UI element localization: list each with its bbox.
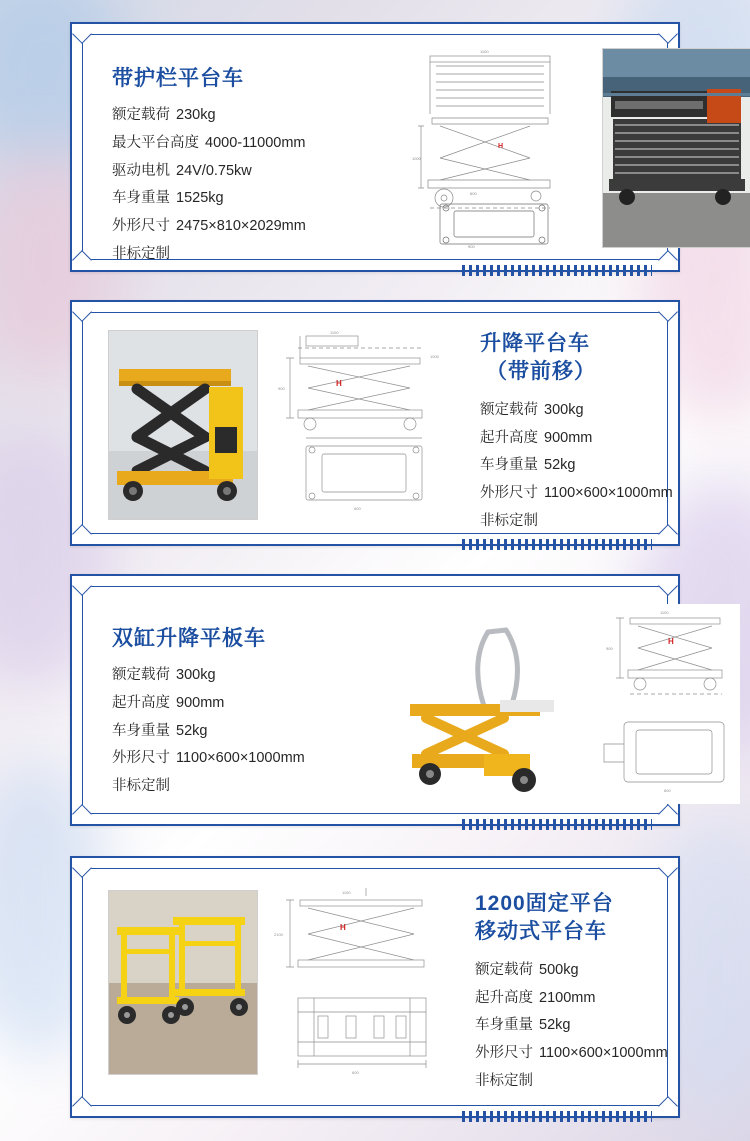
product-title: 带护栏平台车 xyxy=(112,67,244,90)
svg-text:600: 600 xyxy=(470,191,477,196)
svg-text:1000: 1000 xyxy=(430,354,439,359)
product-photo xyxy=(108,330,258,520)
corner-mark xyxy=(72,804,92,824)
product-title-line1: 升降平台车 xyxy=(480,332,590,355)
decorative-dashes xyxy=(462,1111,652,1122)
corner-mark xyxy=(72,576,92,596)
product-card-lifting-platform-truck-front-shift xyxy=(70,300,680,546)
svg-text:H: H xyxy=(498,143,504,150)
corner-mark xyxy=(658,804,678,824)
product-card-fixed-platform-1200-mobile xyxy=(70,856,680,1118)
corner-mark xyxy=(72,524,92,544)
spec-row: 车身重量 52kg xyxy=(475,1017,571,1034)
decorative-dashes xyxy=(462,265,652,276)
svg-text:600: 600 xyxy=(664,788,671,793)
svg-text:H: H xyxy=(668,637,674,646)
svg-text:600: 600 xyxy=(352,1070,359,1075)
corner-mark xyxy=(658,302,678,322)
spec-row: 起升高度 2100mm xyxy=(475,989,596,1006)
product-title-line2: （带前移） xyxy=(486,360,596,384)
svg-text:2100: 2100 xyxy=(274,932,283,937)
spec-row: 驱动电机 24V/0.75kw xyxy=(112,162,252,179)
spec-row: 额定载荷 230kg xyxy=(112,107,216,123)
spec-row: 起升高度 900mm xyxy=(112,694,225,711)
svg-text:1000: 1000 xyxy=(412,156,421,161)
svg-text:1100: 1100 xyxy=(480,49,489,54)
corner-mark xyxy=(658,24,678,44)
spec-row: 外形尺寸 2475×810×2029mm xyxy=(112,218,306,235)
spec-row: 非标定制 xyxy=(475,1073,533,1089)
spec-row: 非标定制 xyxy=(112,778,170,795)
spec-row: 额定载荷 500kg xyxy=(475,961,579,978)
decorative-dashes xyxy=(462,539,652,550)
spec-list xyxy=(112,102,412,269)
svg-text:H: H xyxy=(336,379,342,388)
corner-mark xyxy=(72,1096,92,1116)
corner-mark xyxy=(658,250,678,270)
corner-mark xyxy=(72,24,92,44)
svg-text:600: 600 xyxy=(354,506,361,511)
spec-row: 车身重量 52kg xyxy=(480,457,576,474)
spec-row: 额定载荷 300kg xyxy=(112,667,216,683)
svg-text:1100: 1100 xyxy=(330,330,339,335)
svg-text:900: 900 xyxy=(468,244,475,248)
product-title-line1: 1200固定平台 xyxy=(475,892,614,915)
spec-list xyxy=(112,662,402,801)
spec-row: 最大平台高度 4000-11000mm xyxy=(112,134,306,151)
spec-row: 外形尺寸 1100×600×1000mm xyxy=(112,750,305,767)
product-title xyxy=(480,330,695,387)
product-title-line2: 移动式平台车 xyxy=(475,920,607,944)
corner-mark xyxy=(658,576,678,596)
technical-drawing xyxy=(580,604,740,804)
technical-drawing xyxy=(270,328,460,523)
product-title xyxy=(475,890,695,947)
spec-row: 非标定制 xyxy=(480,513,538,529)
product-photo xyxy=(602,48,750,248)
spec-row: 车身重量 1525kg xyxy=(112,190,224,207)
spec-row: 非标定制 xyxy=(112,246,170,263)
spec-row: 起升高度 900mm xyxy=(480,429,593,446)
decorative-dashes xyxy=(462,819,652,830)
svg-text:900: 900 xyxy=(278,386,285,391)
corner-mark xyxy=(658,858,678,878)
corner-mark xyxy=(658,1096,678,1116)
corner-mark xyxy=(72,302,92,322)
spec-row: 外形尺寸 1100×600×1000mm xyxy=(480,485,673,502)
product-photo xyxy=(400,618,570,798)
svg-text:1100: 1100 xyxy=(660,610,669,615)
svg-text:900: 900 xyxy=(606,646,613,651)
spec-row: 车身重量 52kg xyxy=(112,722,208,739)
technical-drawing xyxy=(270,888,455,1078)
spec-list xyxy=(475,957,695,1096)
product-card-double-cylinder-lift-flatbed-truck xyxy=(70,574,680,826)
svg-text:1100: 1100 xyxy=(342,890,351,895)
product-card-guardrail-platform-truck xyxy=(70,22,680,272)
spec-row: 外形尺寸 1100×600×1000mm xyxy=(475,1045,668,1062)
svg-text:H: H xyxy=(340,923,346,932)
spec-row: 额定载荷 300kg xyxy=(480,401,584,418)
product-photo xyxy=(108,890,258,1075)
corner-mark xyxy=(72,250,92,270)
corner-mark xyxy=(72,858,92,878)
technical-drawing xyxy=(410,48,600,248)
product-title: 双缸升降平板车 xyxy=(112,627,266,650)
spec-list xyxy=(480,397,695,536)
